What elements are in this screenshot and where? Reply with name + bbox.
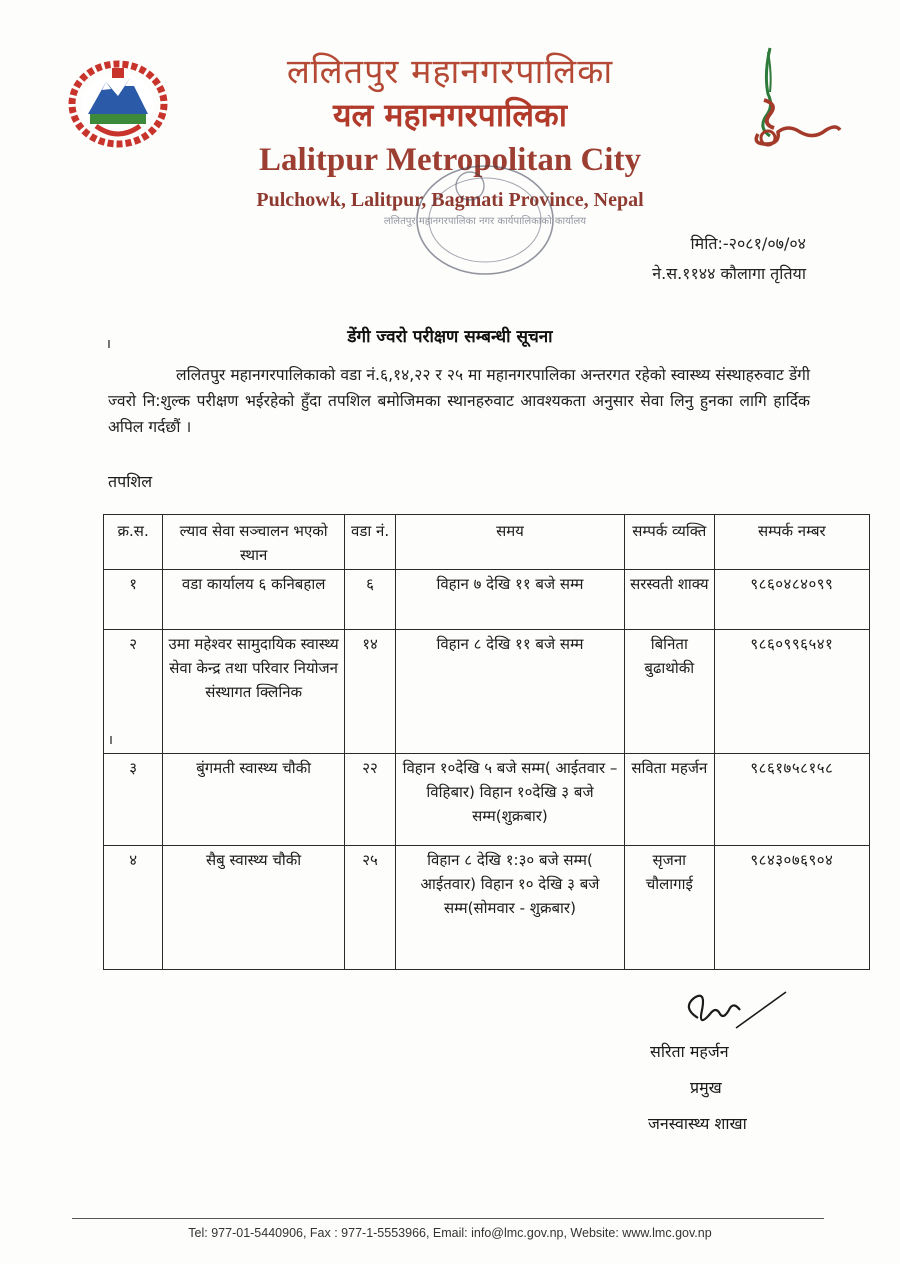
cell-place: उमा महेश्वर सामुदायिक स्वास्थ्य सेवा केन्द्र तथा परिवार नियोजन संस्थागत क्लिनिक xyxy=(163,630,345,754)
letterhead-english-name: Lalitpur Metropolitan City xyxy=(259,142,641,178)
cell-time: विहान ७ देखि ११ बजे सम्म xyxy=(396,570,625,630)
letterhead-nepali-name: ललितपुर महानगरपालिका xyxy=(286,52,614,92)
cell-person: सृजना चौलागाई xyxy=(624,846,714,970)
signatory-post: प्रमुख xyxy=(690,1078,722,1097)
cell-person: बिनिता बुढाथोकी xyxy=(624,630,714,754)
cell-ward: १४ xyxy=(345,630,396,754)
letterhead-address: Pulchowk, Lalitpur, Bagmati Province, Nepal xyxy=(256,189,644,211)
notice-body: ललितपुर महानगरपालिकाको वडा नं.६,१४,२२ र २५ मा महानगरपालिका अन्तरगत रहेको स्वास्थ्य संस्थाहरुवाट डेंगी ज्वरो नि:शुल्क परीक्षण भईरहेको हुँदा तपशिल बमोजिमका स्थानहरुवाट आवश्यकता अनुसार सेवा लिनु हुनका लागि हार्दिक अपिल गर्दछौं । xyxy=(108,366,810,436)
cell-sn: २ xyxy=(104,630,163,754)
footer-divider xyxy=(72,1218,824,1219)
cell-person: सरस्वती शाक्य xyxy=(624,570,714,630)
header-ward: वडा नं. xyxy=(345,515,396,570)
margin-mark xyxy=(108,340,110,348)
header-phone: सम्पर्क नम्बर xyxy=(714,515,869,570)
header-place: ल्याव सेवा सञ्चालन भएको स्थान xyxy=(163,515,345,570)
header-sn: क्र.स. xyxy=(104,515,163,570)
footer-contact: Tel: 977-01-5440906, Fax : 977-1-5553966, Email: info@lmc.gov.np, Website: www.lmc.gov.np xyxy=(188,1226,712,1240)
cell-phone: ९८६०९९६५४१ xyxy=(714,630,869,754)
cell-place: वडा कार्यालय ६ कनिबहाल xyxy=(163,570,345,630)
cell-phone: ९८६१७५८१५८ xyxy=(714,754,869,846)
date-bs: मिति:-२०८१/०७/०४ xyxy=(690,234,806,253)
header-time: समय xyxy=(396,515,625,570)
cell-ward: ६ xyxy=(345,570,396,630)
cell-phone: ९८४३०७६९०४ xyxy=(714,846,869,970)
signatory-name: सरिता महर्जन xyxy=(650,1042,729,1061)
signatory-department: जनस्वास्थ्य शाखा xyxy=(648,1114,747,1133)
table-header-row xyxy=(104,515,870,570)
cell-ward: २२ xyxy=(345,754,396,846)
notice-title: डेंगी ज्वरो परीक्षण सम्बन्धी सूचना xyxy=(347,327,553,347)
conch-logo-icon xyxy=(744,44,844,152)
cell-sn: ३ xyxy=(104,754,163,846)
date-nepal-sambat: ने.स.११४४ कौलागा तृतिया xyxy=(652,264,806,283)
cell-sn: ४ xyxy=(104,846,163,970)
handwritten-signature-icon xyxy=(676,988,796,1038)
cell-person: सविता महर्जन xyxy=(624,754,714,846)
cell-ward: २५ xyxy=(345,846,396,970)
lab-service-table xyxy=(103,514,870,970)
table-row xyxy=(104,570,870,630)
cell-place: बुंगमती स्वास्थ्य चौकी xyxy=(163,754,345,846)
table-row xyxy=(104,846,870,970)
stamp-text: ललितपुर महानगरपालिका नगर कार्यपालिकाको कार्यालय xyxy=(383,216,587,227)
cell-time: विहान ८ देखि ११ बजे सम्म xyxy=(396,630,625,754)
cell-sn: १ xyxy=(104,570,163,630)
table-row xyxy=(104,754,870,846)
margin-mark xyxy=(110,736,112,744)
cell-time: विहान १०देखि ५ बजे सम्म( आईतवार – विहिबार) विहान १०देखि ३ बजे सम्म(शुक्रबार) xyxy=(396,754,625,846)
nepal-emblem-icon xyxy=(66,52,170,152)
header-person: सम्पर्क व्यक्ति xyxy=(624,515,714,570)
cell-place: सैबु स्वास्थ्य चौकी xyxy=(163,846,345,970)
cell-phone: ९८६०४८४०९९ xyxy=(714,570,869,630)
table-row xyxy=(104,630,870,754)
details-label: तपशिल xyxy=(108,472,153,491)
letterhead-nepalbhasa-name: यल महानगरपालिका xyxy=(333,96,567,134)
cell-time: विहान ८ देखि १:३० बजे सम्म( आईतवार) विहान १० देखि ३ बजे सम्म(सोमवार - शुक्रबार) xyxy=(396,846,625,970)
